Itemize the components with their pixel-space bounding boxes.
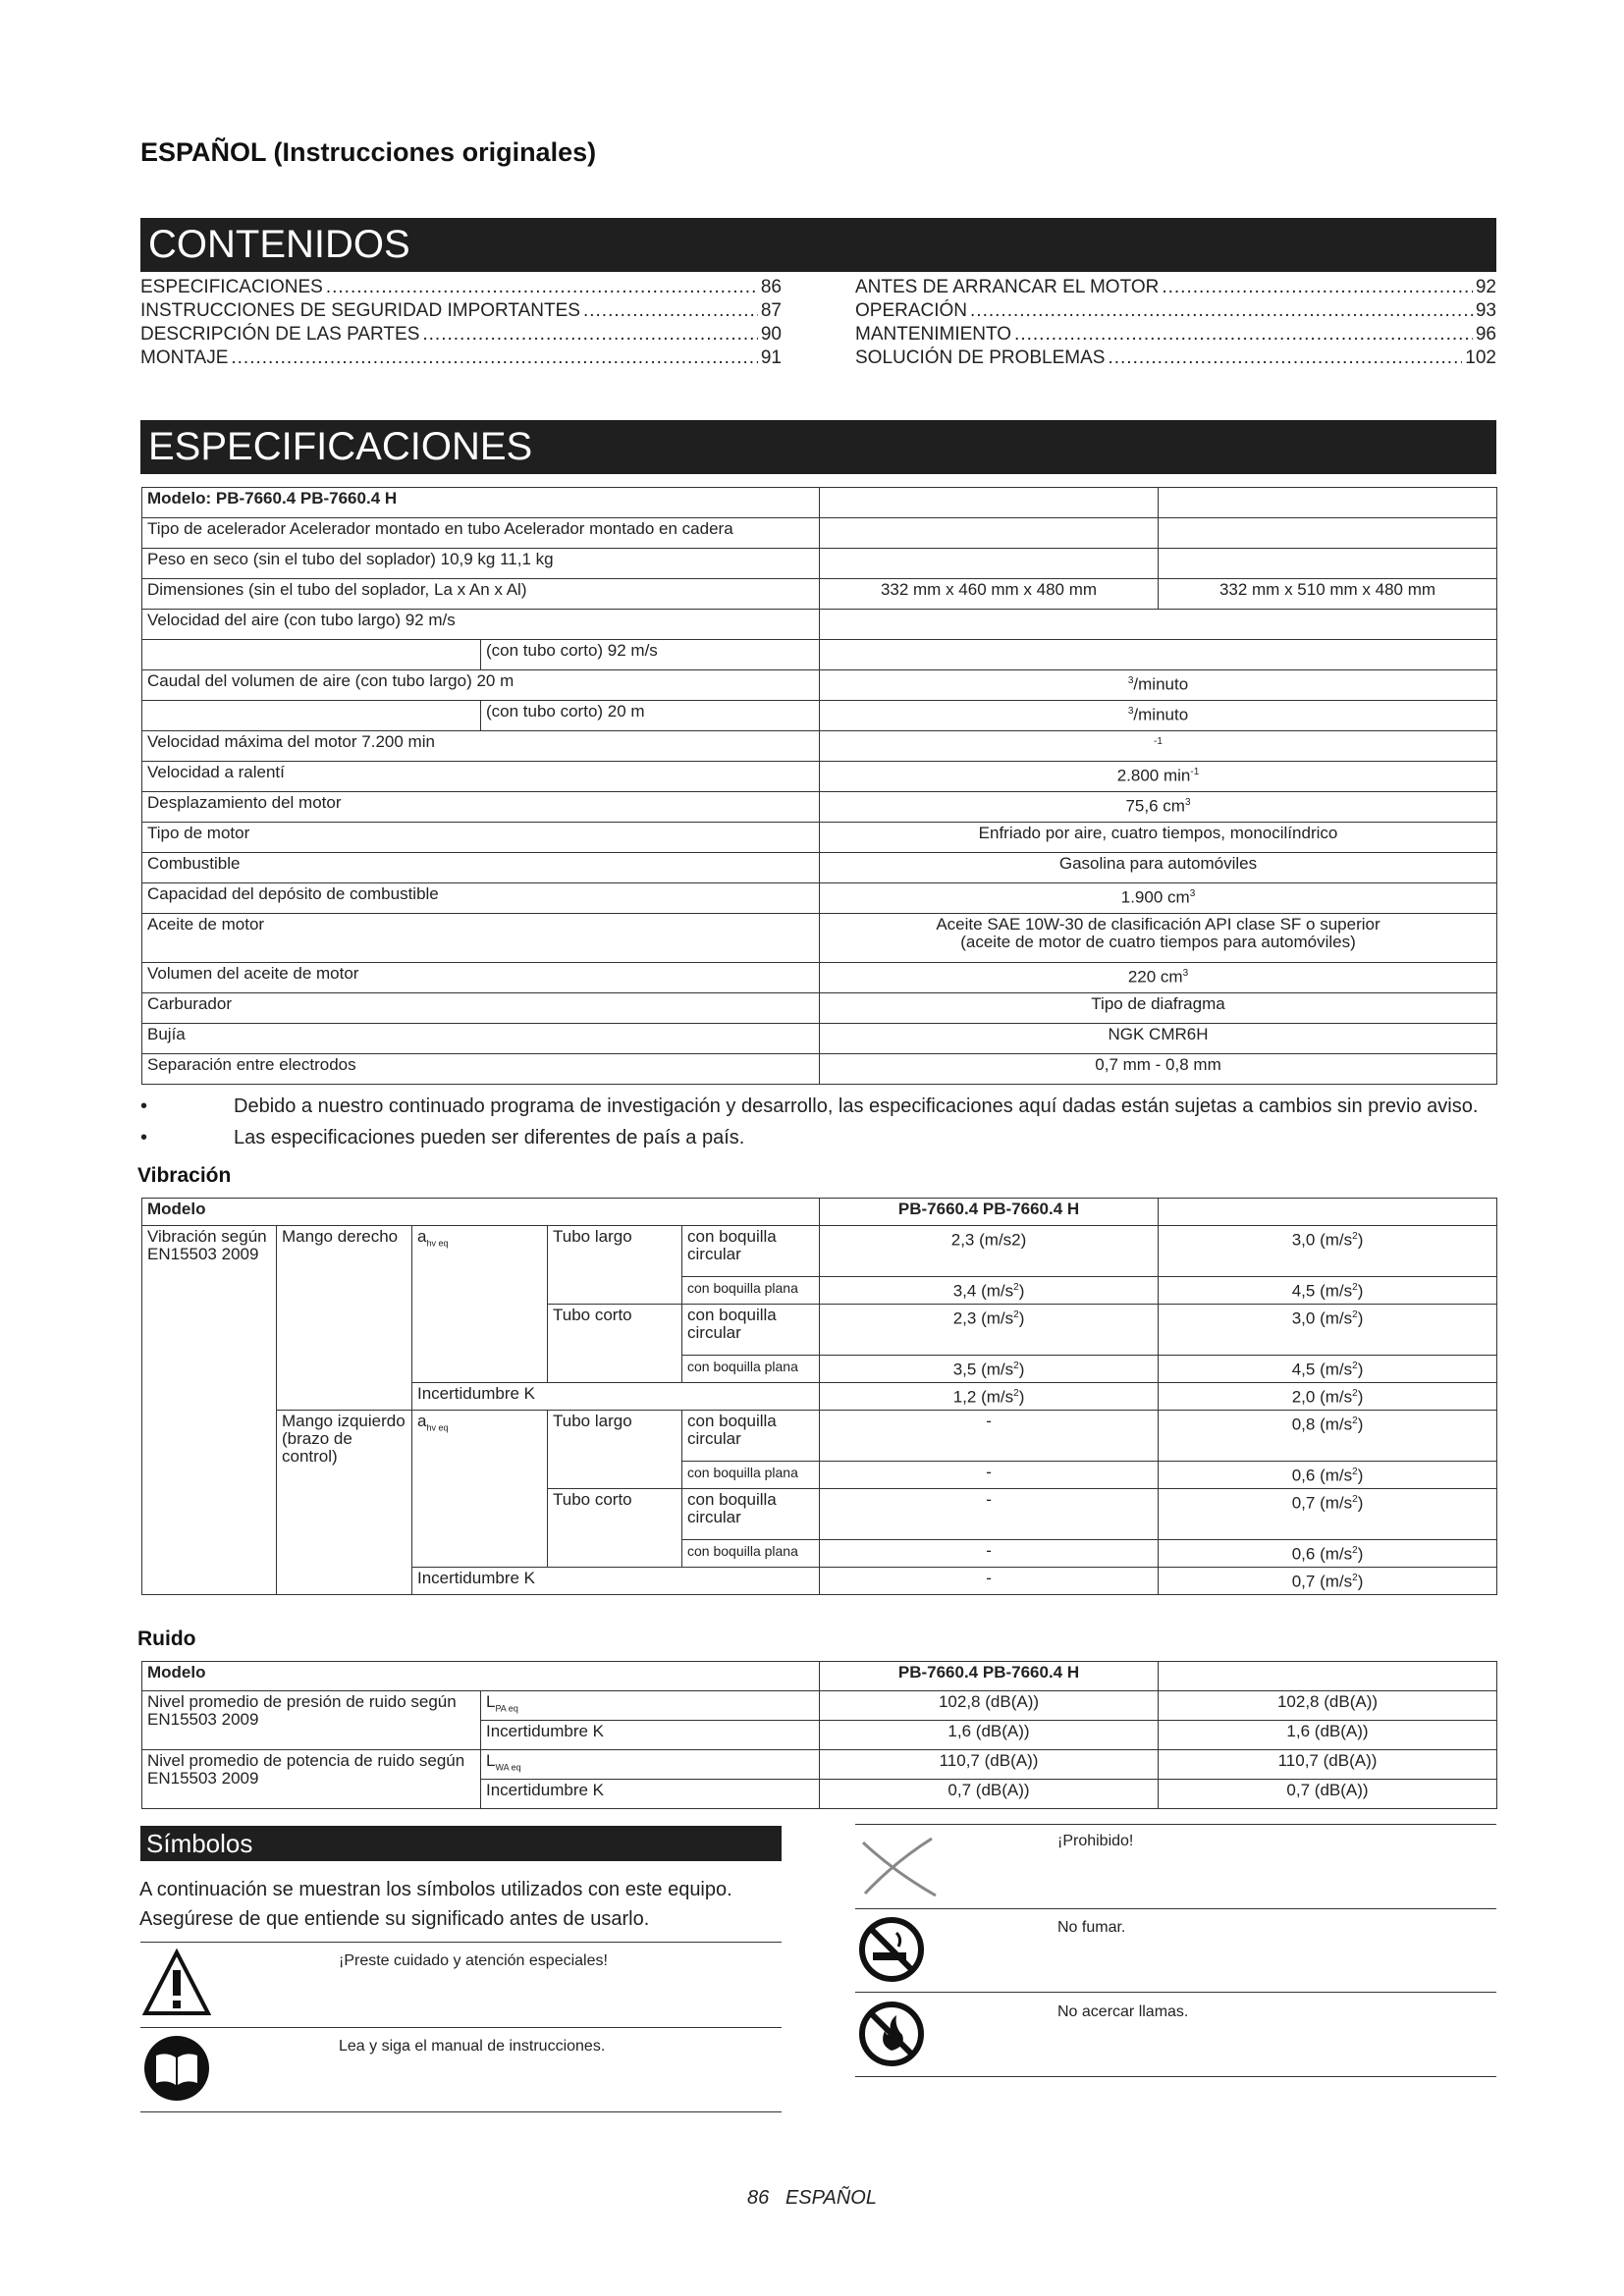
vib-value-b: 0,8 $(m/s^2)$	[1159, 1411, 1497, 1462]
vib-value-b: 0,7 $(m/s^2)$	[1159, 1489, 1497, 1540]
symbol-row-manual	[140, 2026, 782, 2112]
note-text: Las especificaciones pueden ser diferentes de país a país.	[234, 1127, 745, 1148]
nozzle-flat-label: con boquilla plana	[682, 1277, 820, 1305]
leader-dots	[970, 299, 1473, 323]
no-open-flame-icon	[859, 2002, 924, 2066]
left-handle-label: Mango izquierdo (brazo de control)	[277, 1411, 412, 1595]
spec-displacement-value: 75,6 $cm^3$	[820, 792, 1497, 823]
vib-value-a: -	[820, 1568, 1159, 1595]
spec-oil-value-line1: Aceite SAE 10W-30 de clasificación API clase SF o superior	[936, 915, 1380, 934]
note-bullet: •	[140, 1127, 148, 1148]
toc-page: 87	[760, 300, 782, 321]
nozzle-flat-label: con boquilla plana	[682, 1356, 820, 1383]
vibration-model-value: PB-7660.4 PB-7660.4 H	[820, 1199, 1159, 1226]
tube-long-label: Tubo largo	[548, 1226, 682, 1305]
vib-value-b: 0,6 $(m/s^2)$	[1159, 1540, 1497, 1568]
noise-model-label: Modelo	[142, 1662, 820, 1691]
noise-value-b: 1,6 (dB(A))	[1159, 1721, 1497, 1750]
uncertainty-label: Incertidumbre K	[481, 1780, 820, 1809]
vib-value-a: -	[820, 1462, 1159, 1489]
lwa-label: $L_{WA eq}$	[481, 1750, 820, 1780]
toc-item[interactable]	[140, 347, 782, 370]
noise-power-label: Nivel promedio de potencia de ruido según EN15503 2009	[142, 1750, 481, 1809]
spec-air-speed-short: (con tubo corto) 92 m/s	[481, 640, 820, 670]
toc-item[interactable]	[140, 276, 782, 299]
symbols-intro-2: Asegúrese de que entiende su significado antes de usarlo.	[139, 1908, 650, 1930]
toc-item[interactable]	[140, 323, 782, 347]
toc-item[interactable]	[855, 276, 1496, 299]
page-footer	[0, 2187, 1624, 2210]
uncertainty-label: Incertidumbre K	[481, 1721, 820, 1750]
toc-page: 102	[1465, 347, 1496, 368]
leader-dots	[422, 323, 757, 347]
spec-throttle-row: Tipo de acelerador Acelerador montado en tubo Acelerador montado en cadera	[142, 518, 820, 549]
toc-page: 86	[760, 277, 782, 297]
empty-cell	[820, 518, 1159, 549]
nozzle-round-label: con boquilla circular	[682, 1226, 820, 1277]
vib-value-b: 3,0 $(m/s^2)$	[1159, 1305, 1497, 1356]
tube-short-label: Tubo corto	[548, 1489, 682, 1568]
vib-value-a: 2,3 (m/s2)	[820, 1226, 1159, 1277]
spec-air-speed-long: Velocidad del aire (con tubo largo) 92 m/s	[142, 610, 820, 640]
footer-language: ESPAÑOL	[785, 2187, 877, 2209]
empty-cell	[1159, 1199, 1497, 1226]
noise-pressure-label: Nivel promedio de presión de ruido según EN15503 2009	[142, 1691, 481, 1750]
vibration-table	[141, 1198, 1497, 1595]
toc-label: MONTAJE	[140, 347, 229, 368]
spec-airflow-long-unit: $^3$/minuto	[820, 670, 1497, 701]
spec-idle-label: Velocidad a ralentí	[142, 762, 820, 792]
spec-carburetor-label: Carburador	[142, 993, 820, 1024]
symbol-manual-text: Lea y siga el manual de instrucciones.	[339, 2038, 606, 2055]
leader-dots	[1014, 323, 1473, 347]
page-number: 86	[747, 2187, 770, 2209]
leader-dots	[1108, 347, 1462, 370]
noise-value-b: 110,7 (dB(A))	[1159, 1750, 1497, 1780]
vib-value-b: 4,5 $(m/s^2)$	[1159, 1356, 1497, 1383]
nozzle-flat-label: con boquilla plana	[682, 1540, 820, 1568]
toc-label: DESCRIPCIÓN DE LAS PARTES	[140, 324, 420, 345]
noise-value-a: 102,8 (dB(A))	[820, 1691, 1159, 1721]
spec-plug-label: Bujía	[142, 1024, 820, 1054]
uncertainty-label: Incertidumbre K	[412, 1568, 820, 1595]
symbol-no-smoking-text: No fumar.	[1057, 1919, 1126, 1936]
empty-cell	[820, 488, 1159, 518]
toc-page: 93	[1475, 300, 1496, 321]
vib-value-b: 0,6 $(m/s^2)$	[1159, 1462, 1497, 1489]
empty-cell	[1159, 518, 1497, 549]
spec-oil-value	[820, 914, 1497, 963]
spec-plug-value: NGK CMR6H	[820, 1024, 1497, 1054]
symbol-row-no-smoking	[855, 1907, 1496, 1993]
spec-oil-value-line2: (aceite de motor de cuatro tiempos para automóviles)	[960, 933, 1356, 951]
spec-airflow-long: Caudal del volumen de aire (con tubo largo) 20 m	[142, 670, 820, 701]
noise-table	[141, 1661, 1497, 1809]
spec-motor-label: Tipo de motor	[142, 823, 820, 853]
specifications-heading: ESPECIFICACIONES	[140, 420, 1496, 474]
toc-label: OPERACIÓN	[855, 300, 968, 321]
empty-cell	[1159, 549, 1497, 579]
toc-page: 96	[1475, 324, 1496, 345]
noise-heading: Ruido	[137, 1628, 196, 1650]
spec-airflow-short-unit: $^3$/minuto	[820, 701, 1497, 731]
toc-label: ANTES DE ARRANCAR EL MOTOR	[855, 277, 1160, 297]
no-smoking-icon	[859, 1917, 924, 1982]
noise-model-value: PB-7660.4 PB-7660.4 H	[820, 1662, 1159, 1691]
toc-label: SOLUCIÓN DE PROBLEMAS	[855, 347, 1106, 368]
spec-oil-volume-label: Volumen del aceite de motor	[142, 963, 820, 993]
leader-dots	[1162, 276, 1473, 299]
spec-tank-label: Capacidad del depósito de combustible	[142, 883, 820, 914]
contents-heading: CONTENIDOS	[140, 218, 1496, 272]
empty-cell	[1159, 1662, 1497, 1691]
spec-oil-label: Aceite de motor	[142, 914, 820, 963]
spec-dimensions-b: 332 mm x 510 mm x 480 mm	[1159, 579, 1497, 610]
vib-value-b: 2,0 $(m/s^2)$	[1159, 1383, 1497, 1411]
noise-value-b: 102,8 (dB(A))	[1159, 1691, 1497, 1721]
empty-cell	[820, 640, 1497, 670]
vib-value-a: 3,5 $(m/s^2)$	[820, 1356, 1159, 1383]
noise-value-a: 1,6 (dB(A))	[820, 1721, 1159, 1750]
noise-value-a: 110,7 (dB(A))	[820, 1750, 1159, 1780]
ahv-label: $a_{hv eq}$	[412, 1226, 548, 1383]
spec-gap-value: 0,7 mm - 0,8 mm	[820, 1054, 1497, 1085]
leader-dots	[326, 276, 758, 299]
spec-tank-value: 1.900 $cm^3$	[820, 883, 1497, 914]
toc-item[interactable]	[855, 299, 1496, 323]
vibration-standard: Vibración según EN15503 2009	[142, 1226, 277, 1595]
spec-weight-row: Peso en seco (sin el tubo del soplador) 10,9 kg 11,1 kg	[142, 549, 820, 579]
lpa-label: $L_{PA eq}$	[481, 1691, 820, 1721]
symbols-heading: Símbolos	[140, 1826, 782, 1861]
note-bullet: •	[140, 1095, 148, 1117]
nozzle-round-label: con boquilla circular	[682, 1411, 820, 1462]
symbol-prohibited-text: ¡Prohibido!	[1057, 1833, 1134, 1849]
spec-dimensions-label: Dimensiones (sin el tubo del soplador, La x An x Al)	[142, 579, 820, 610]
ahv-label: $a_{hv eq}$	[412, 1411, 548, 1568]
right-handle-label: Mango derecho	[277, 1226, 412, 1411]
spec-displacement-label: Desplazamiento del motor	[142, 792, 820, 823]
empty-cell	[142, 701, 481, 731]
spec-carburetor-value: Tipo de diafragma	[820, 993, 1497, 1024]
empty-cell	[142, 640, 481, 670]
symbol-warning-text: ¡Preste cuidado y atención especiales!	[339, 1952, 608, 1969]
nozzle-flat-label: con boquilla plana	[682, 1462, 820, 1489]
empty-cell	[820, 610, 1497, 640]
toc-item[interactable]	[855, 323, 1496, 347]
toc-label: MANTENIMIENTO	[855, 324, 1012, 345]
symbol-row-prohibited	[855, 1824, 1496, 1909]
vib-value-b: 4,5 $(m/s^2)$	[1159, 1277, 1497, 1305]
toc-page: 91	[760, 347, 782, 368]
prohibited-x-icon	[855, 1833, 944, 1901]
vib-value-a: -	[820, 1411, 1159, 1462]
toc-label: INSTRUCCIONES DE SEGURIDAD IMPORTANTES	[140, 300, 580, 321]
tube-short-label: Tubo corto	[548, 1305, 682, 1383]
contents-right-column	[855, 276, 1496, 370]
tube-long-label: Tubo largo	[548, 1411, 682, 1489]
spec-fuel-value: Gasolina para automóviles	[820, 853, 1497, 883]
vibration-heading: Vibración	[137, 1164, 232, 1187]
leader-dots	[231, 347, 757, 370]
specifications-table	[141, 487, 1497, 1085]
spec-gap-label: Separación entre electrodos	[142, 1054, 820, 1085]
toc-item[interactable]	[140, 299, 782, 323]
vib-value-b: 3,0 $(m/s^2)$	[1159, 1226, 1497, 1277]
noise-value-b: 0,7 (dB(A))	[1159, 1780, 1497, 1809]
warning-triangle-icon	[142, 1949, 211, 2017]
spec-airflow-short: (con tubo corto) 20 m	[481, 701, 820, 731]
vib-value-a: 3,4 $(m/s^2)$	[820, 1277, 1159, 1305]
toc-page: 92	[1475, 277, 1496, 297]
spec-fuel-label: Combustible	[142, 853, 820, 883]
read-manual-icon	[142, 2034, 211, 2103]
vib-value-a: -	[820, 1489, 1159, 1540]
toc-label: ESPECIFICACIONES	[140, 277, 323, 297]
symbol-no-flames-text: No acercar llamas.	[1057, 2003, 1189, 2020]
symbols-intro-1: A continuación se muestran los símbolos utilizados con este equipo.	[139, 1879, 732, 1900]
spec-motor-value: Enfriado por aire, cuatro tiempos, monocilíndrico	[820, 823, 1497, 853]
toc-item[interactable]	[855, 347, 1496, 370]
empty-cell	[820, 549, 1159, 579]
nozzle-round-label: con boquilla circular	[682, 1305, 820, 1356]
symbol-row-no-flames	[855, 1992, 1496, 2077]
vib-value-a: 2,3 $(m/s^2)$	[820, 1305, 1159, 1356]
noise-value-a: 0,7 (dB(A))	[820, 1780, 1159, 1809]
spec-oil-volume-value: 220 $cm^3$	[820, 963, 1497, 993]
vib-value-a: -	[820, 1540, 1159, 1568]
empty-cell	[1159, 488, 1497, 518]
spec-max-speed-unit: -1	[820, 731, 1497, 762]
note-text: Debido a nuestro continuado programa de investigación y desarrollo, las especificaciones aquí dadas están sujetas a cambios sin previo aviso.	[234, 1095, 1479, 1117]
spec-idle-value: 2.800 $\min^{-1}$	[820, 762, 1497, 792]
contents-left-column	[140, 276, 782, 370]
leader-dots	[583, 299, 758, 323]
vibration-model-label: Modelo	[142, 1199, 820, 1226]
toc-page: 90	[760, 324, 782, 345]
nozzle-round-label: con boquilla circular	[682, 1489, 820, 1540]
symbol-row-warning	[140, 1942, 782, 2028]
vib-value-b: 0,7 $(m/s^2)$	[1159, 1568, 1497, 1595]
spec-model-row: Modelo: PB-7660.4 PB-7660.4 H	[142, 488, 820, 518]
spec-max-speed: Velocidad máxima del motor 7.200 min	[142, 731, 820, 762]
spec-dimensions-a: 332 mm x 460 mm x 480 mm	[820, 579, 1159, 610]
page-language-title: ESPAÑOL (Instrucciones originales)	[140, 137, 597, 167]
vib-value-a: 1,2 $(m/s^2)$	[820, 1383, 1159, 1411]
uncertainty-label: Incertidumbre K	[412, 1383, 820, 1411]
